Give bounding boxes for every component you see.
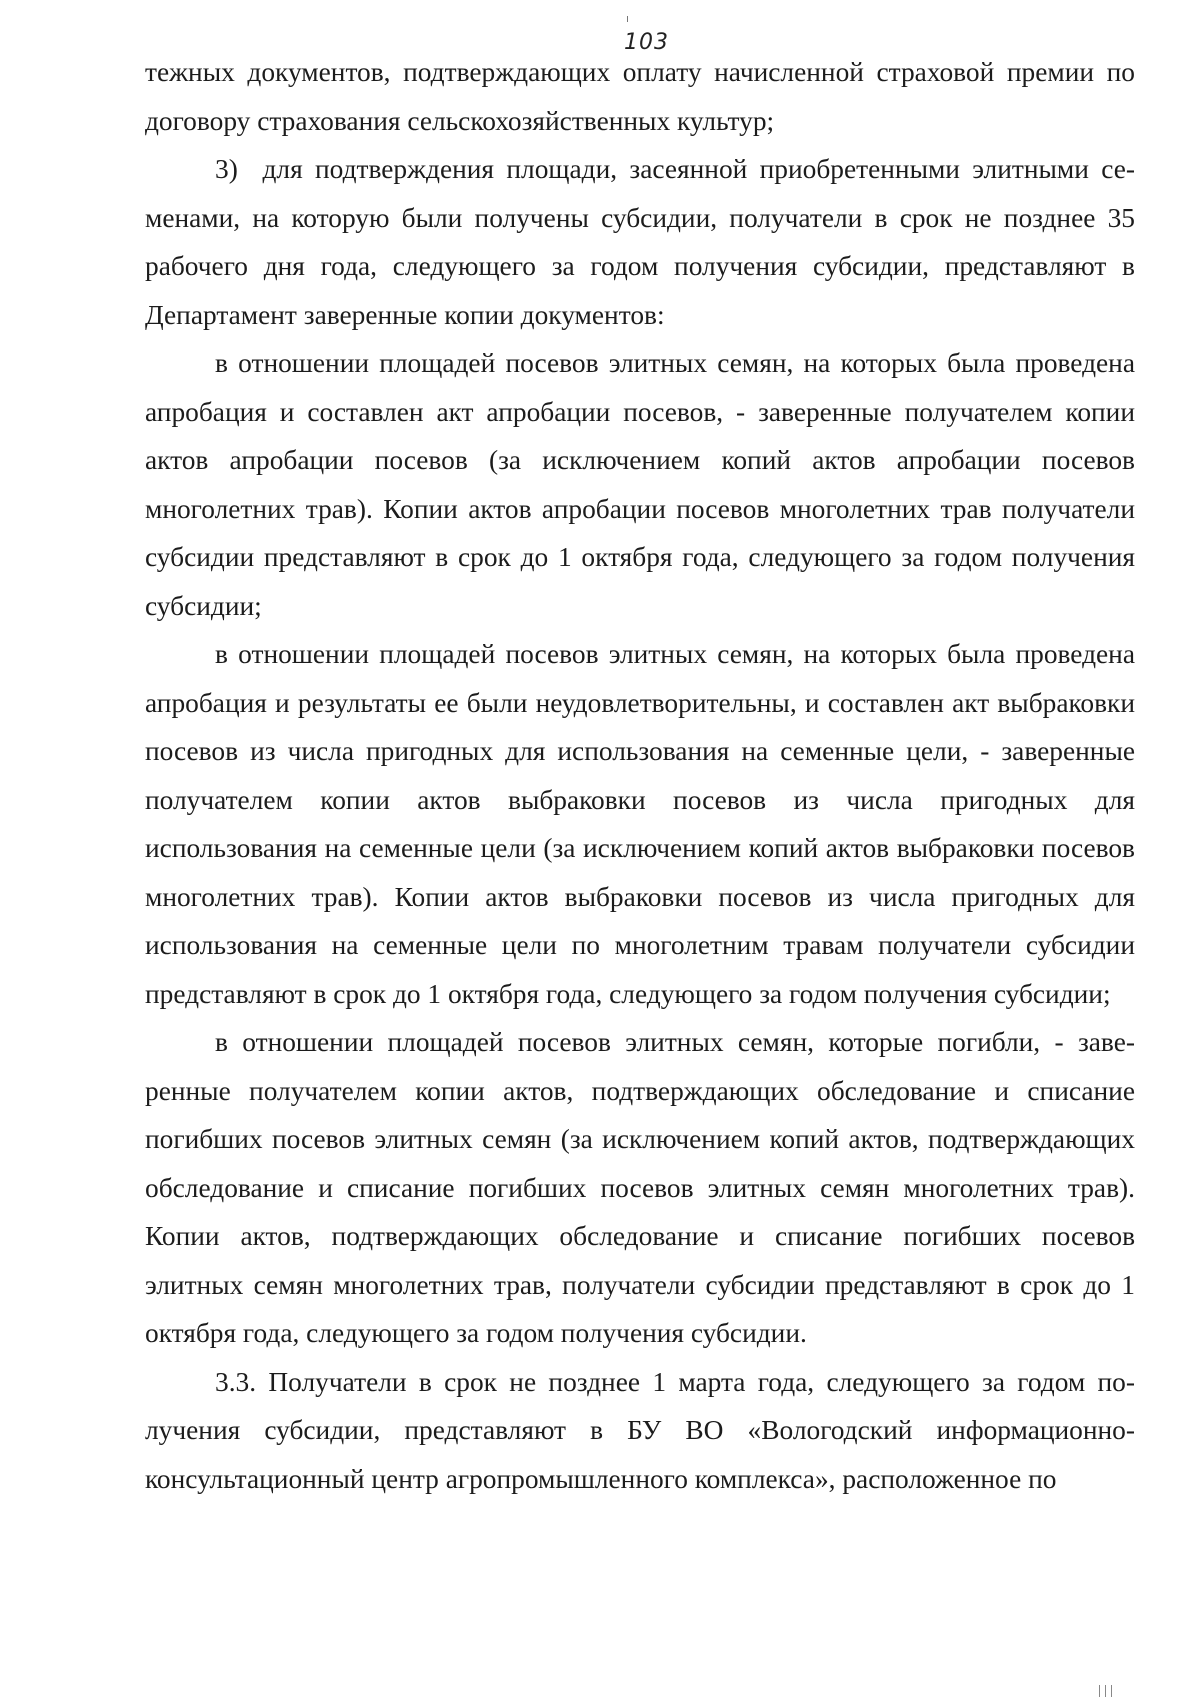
paragraph-3-3: 3.3. Получатели в срок не позднее 1 марта года, следующего за годом получения субсидии, представляют в БУ ВО «Вологодский информационно-консультационный центр агропромышленного комплекса», расположенное по [145,1366,1135,1494]
paragraph-continuation: тежных документов, подтверждающих оплату начисленной страховой премии по договору страхования сельскохозяйственных культур; [145,57,1135,136]
document-body [145,48,1135,1503]
scan-edge-marks [1099,1685,1112,1697]
page-number: 103 [624,30,669,55]
paragraph-culling: в отношении площадей посевов элитных семян, на которых была проведена апробация и результаты ее были неудовлетворительны, и составлен акт выбраковки посевов из числа пригодных для использования на семенные цели, - заверенные получателем копии актов выбраковки посевов из числа пригодных для использования на семенные цели (за исключением копий актов выбраковки посевов многолетних трав). Копии актов выбраковки посевов из числа пригодных для использования на семенные цели по многолетним травам получатели субсидии представляют в срок до 1 октября года, следующего за годом получения субсидии; [145,639,1135,1009]
paragraph-perished: в отношении площадей посевов элитных семян, которые погибли, - заверенные получателем копии актов, подтверждающих обследование и списание погибших посевов элитных семян (за исключением копий актов, подтверждающих обследование и списание погибших посевов элитных семян многолетних трав). Копии актов, подтверждающих обследование и списание погибших посевов элитных семян многолетних трав, получатели субсидии представляют в срок до 1 октября года, следующего за годом получения субсидии. [145,1027,1135,1348]
scan-mark [627,16,628,22]
paragraph-item-3: 3) для подтверждения площади, засеянной приобретенными элитными семенами, на которую были получены субсидии, получатели в срок не позднее 35 рабочего дня года, следующего за годом получения субсидии, представляют в Департамент заверенные копии документов: [145,154,1135,330]
paragraph-approbation: в отношении площадей посевов элитных семян, на которых была проведена апробация и составлен акт апробации посевов, - заверенные получателем копии актов апробации посевов (за исключением копий актов апробации посевов многолетних трав). Копии актов апробации посевов многолетних трав получатели субсидии представляют в срок до 1 октября года, следующего за годом получения субсидии; [145,348,1135,621]
